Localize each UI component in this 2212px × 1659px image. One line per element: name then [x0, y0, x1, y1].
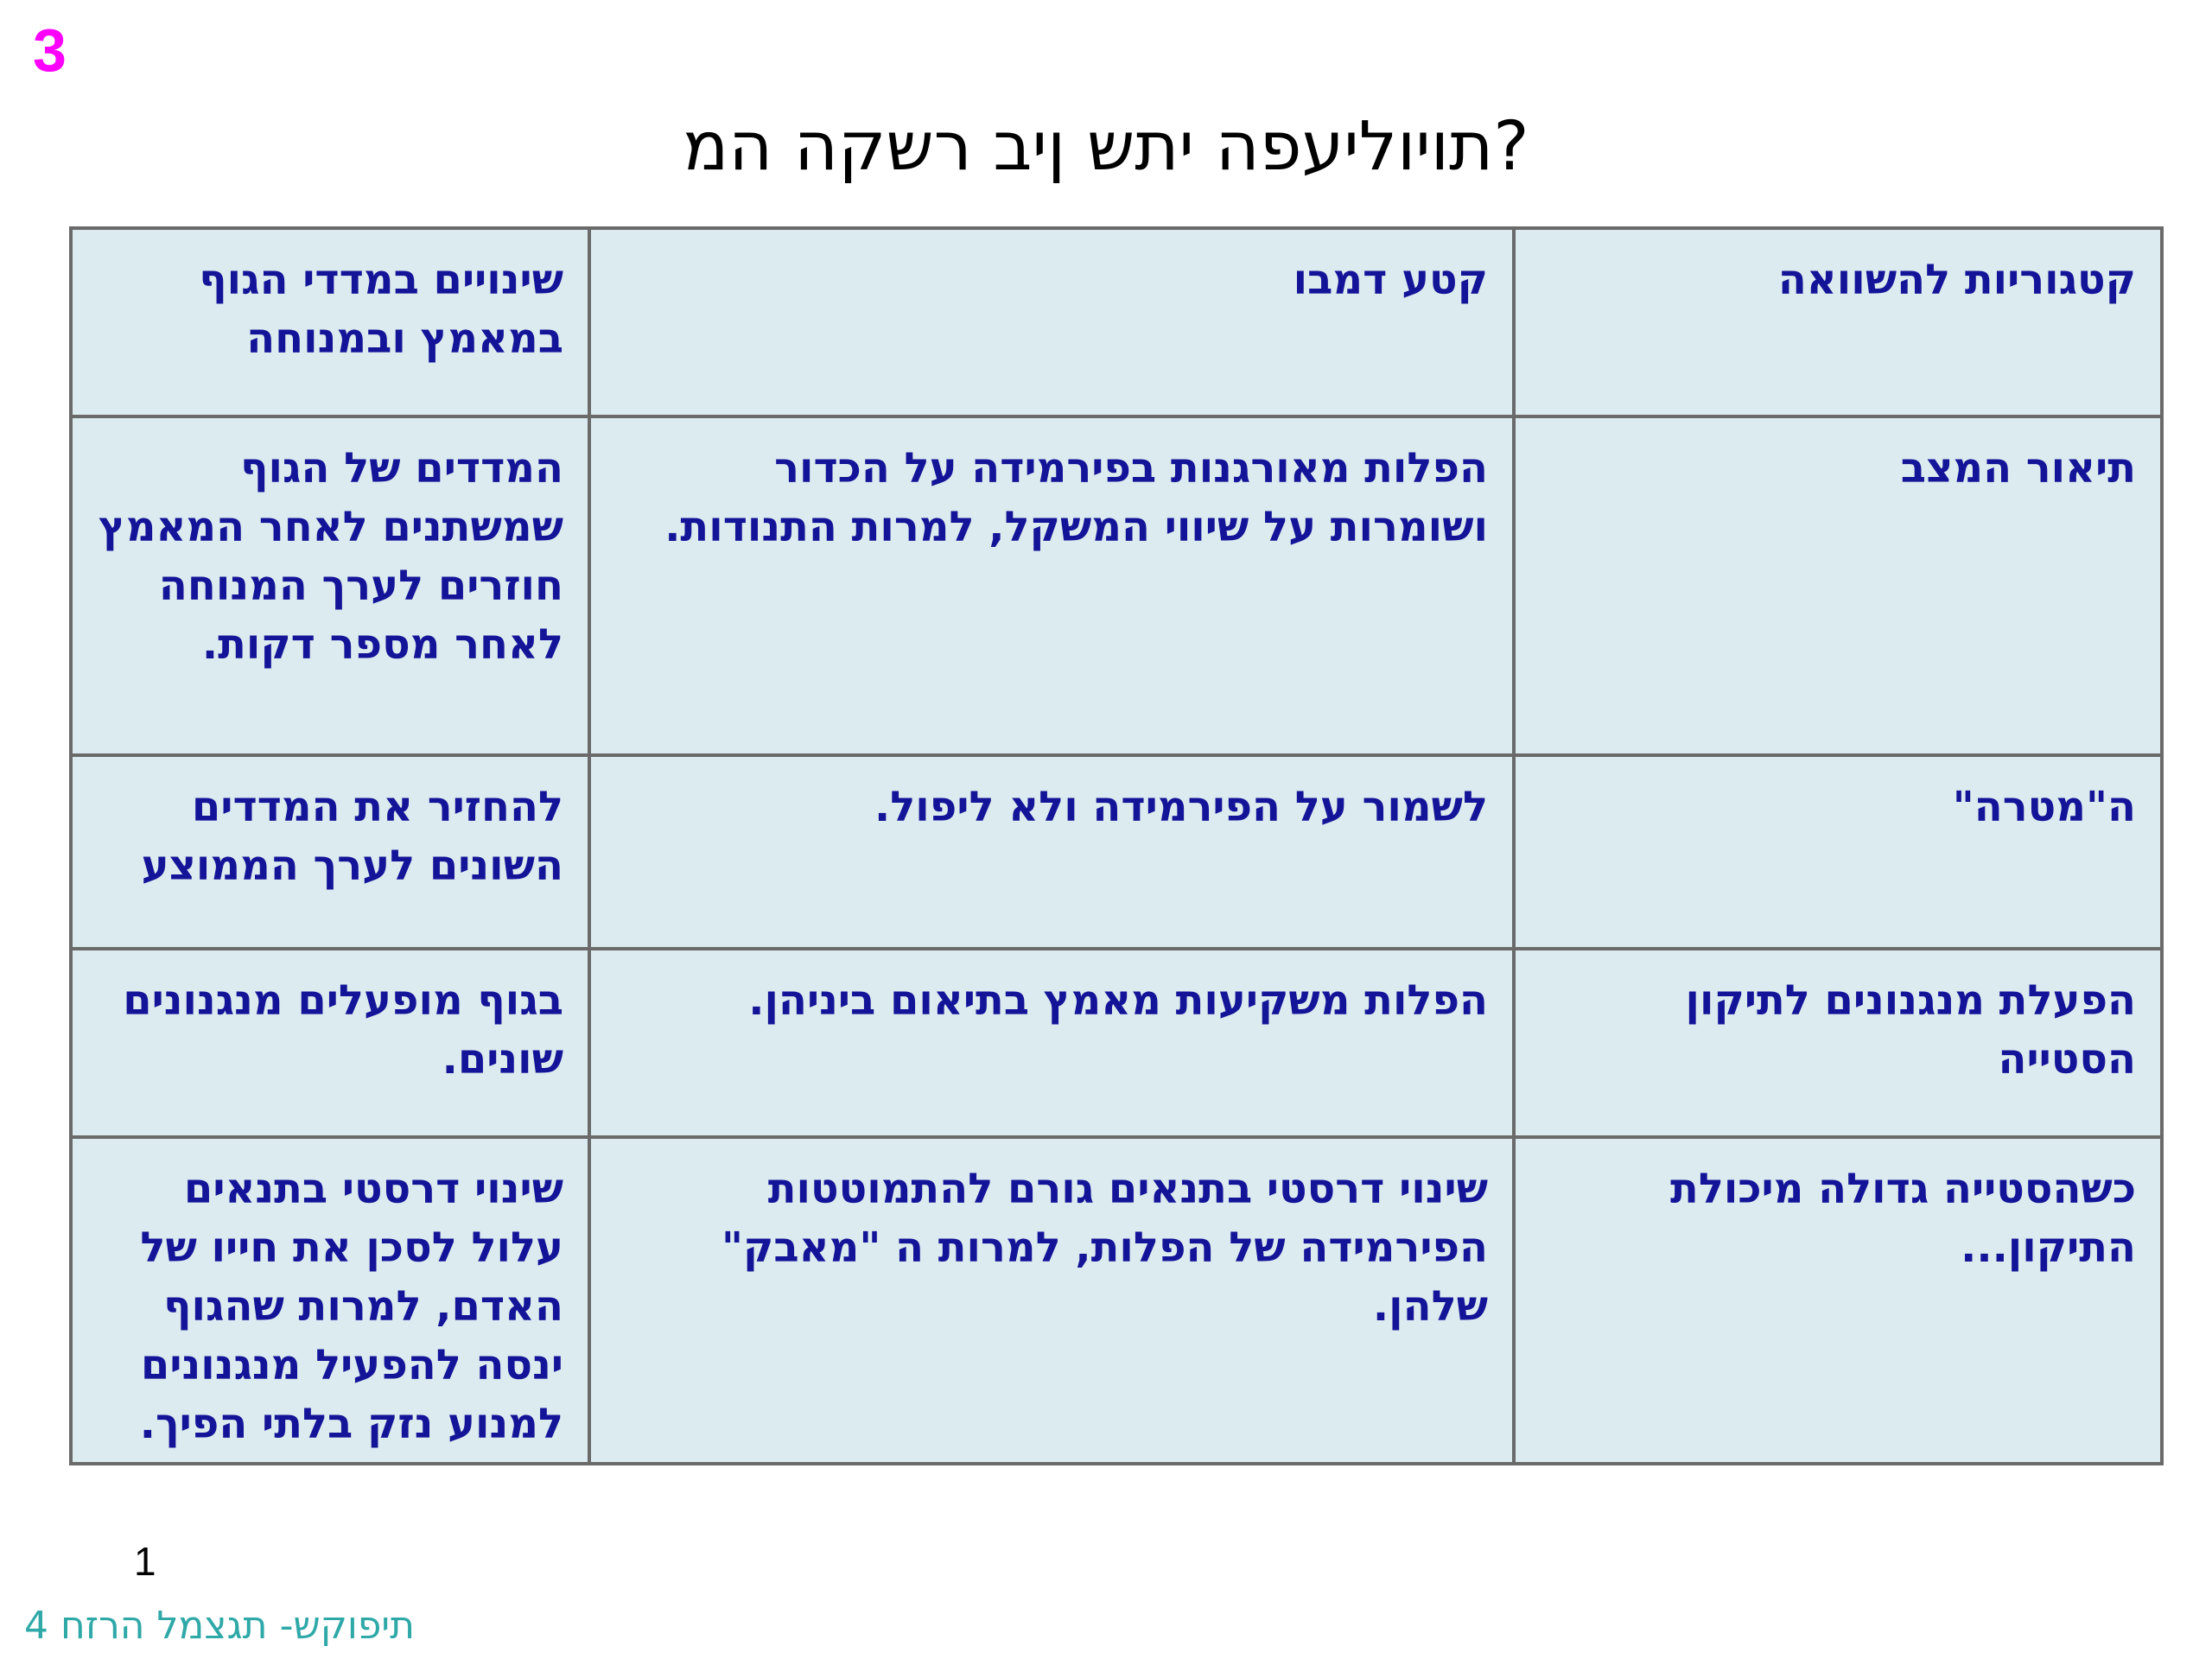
passage-cell: שינוי דרסטי בתנאים גורם להתמוטטות הפירמידה של הפלות, למרות ה "מאבק" שלהן. — [589, 1137, 1514, 1464]
table-row — [71, 755, 2162, 949]
category-cell: הפעלת מנגנונים לתיקון הסטייה — [1514, 949, 2162, 1137]
page-number: 1 — [134, 1539, 156, 1584]
changes-cell: שינוי דרסטי בתנאים עלול לסכן את חייו של האדם, למרות שהגוף ינסה להפעיל מנגנונים למנוע נזק בלתי הפיך. — [71, 1137, 589, 1464]
table-row — [71, 1137, 2162, 1464]
category-cell: תיאור המצב — [1514, 416, 2162, 755]
header-passage-cell: קטע דמבו — [589, 228, 1514, 416]
changes-cell: בגוף מופעלים מנגנונים שונים. — [71, 949, 589, 1137]
header-category-cell: קטגוריות להשוואה — [1514, 228, 2162, 416]
passage-cell: הפלות משקיעות מאמץ בתיאום ביניהן. — [589, 949, 1514, 1137]
footer-link[interactable]: תיפוקש- תגצמל הרזח 4 — [24, 1604, 416, 1648]
category-cell: ה"מטרה" — [1514, 755, 2162, 949]
changes-cell: להחזיר את המדדים השונים לערך הממוצע — [71, 755, 589, 949]
passage-cell: לשמור על הפירמידה ולא ליפול. — [589, 755, 1514, 949]
changes-cell: המדדים של הגוף שמשתנים לאחר המאמץ חוזרים לערך המנוחה לאחר מספר דקות. — [71, 416, 589, 755]
category-cell: כשהסטייה גדולה מיכולת התיקון... — [1514, 1137, 2162, 1464]
comparison-table — [69, 226, 2164, 1465]
header-changes-cell: שינויים במדדי הגוף במאמץ ובמנוחה — [71, 228, 589, 416]
table-row — [71, 949, 2162, 1137]
slide-number: 3 — [33, 16, 67, 84]
slide-title: תויוליעפה יתש ןיב רשקה המ? — [683, 108, 1529, 186]
table-header-row — [71, 228, 2162, 416]
table-row — [71, 416, 2162, 755]
passage-cell: הפלות מאורגנות בפירמידה על הכדור ושומרות על שיווי המשקל, למרות התנודות. — [589, 416, 1514, 755]
